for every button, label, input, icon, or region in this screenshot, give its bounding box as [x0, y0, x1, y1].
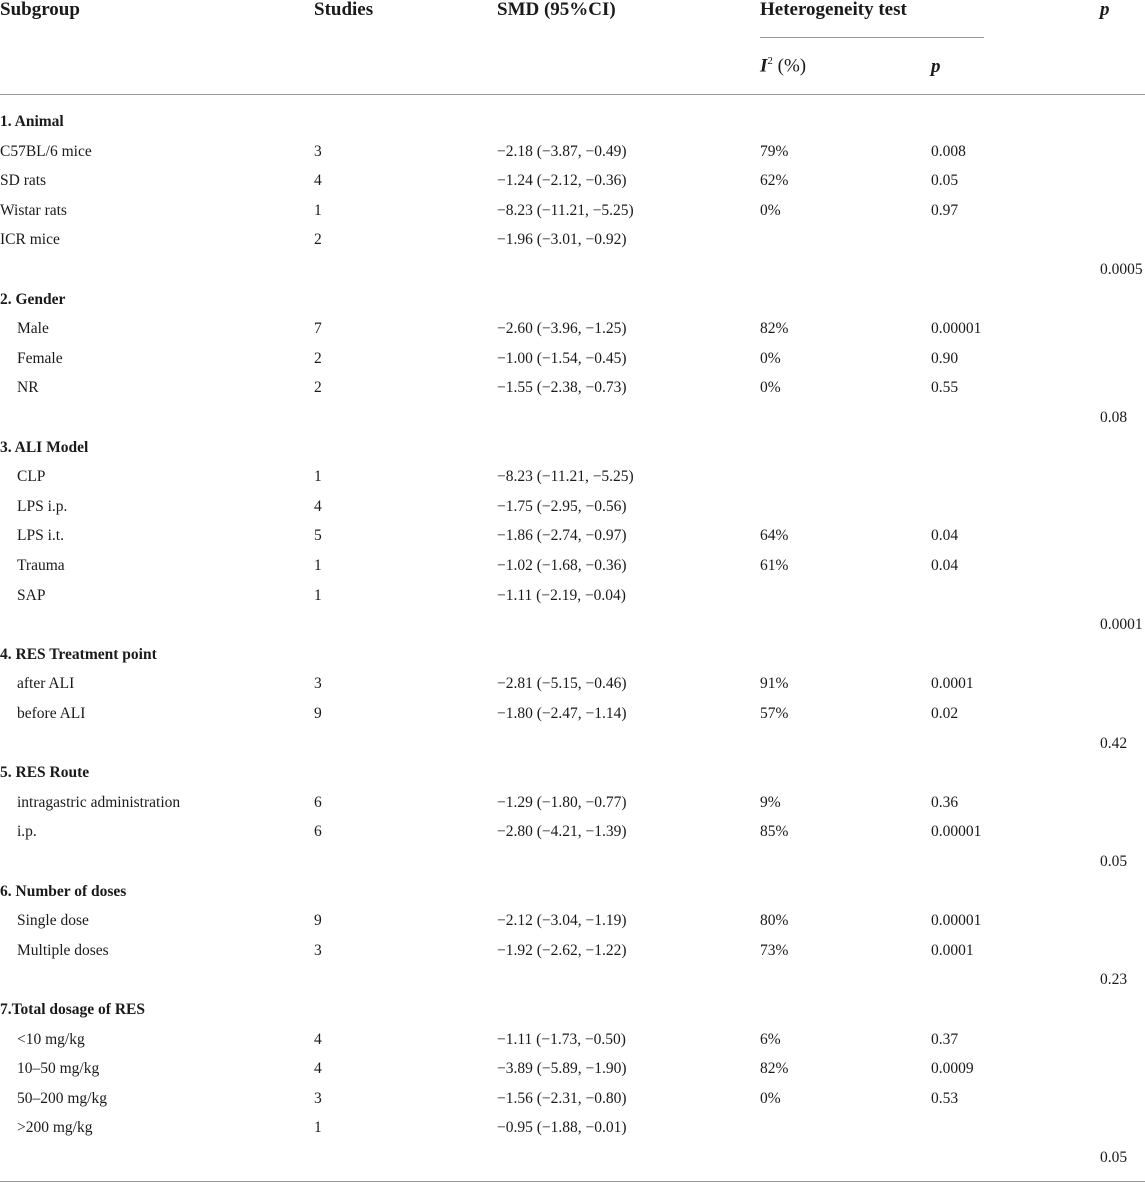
- table-row: [0, 196, 1145, 225]
- subgroup-p-value: 0.0005: [1100, 261, 1143, 278]
- heterogeneity-p-value: 0.02: [931, 705, 959, 722]
- subgroup-name: intragastric administration: [17, 793, 181, 811]
- header-smd: SMD (95%CI): [497, 0, 616, 20]
- table-row: [0, 906, 1145, 935]
- group-header-row: [0, 758, 1145, 787]
- smd-value: −1.02 (−1.68, −0.36): [497, 557, 627, 574]
- studies-count: 6: [314, 823, 322, 841]
- studies-count: 3: [314, 142, 322, 160]
- group-header-row: [0, 107, 1145, 136]
- i2-value: 79%: [760, 142, 789, 160]
- subgroup-name: Female: [17, 349, 63, 367]
- subgroup-name: Trauma: [17, 557, 65, 574]
- smd-value: −1.11 (−2.19, −0.04): [497, 586, 626, 604]
- i2-value: 64%: [760, 527, 789, 545]
- table-row: [0, 344, 1145, 373]
- i2-value: 0%: [760, 349, 781, 367]
- smd-value: −2.60 (−3.96, −1.25): [497, 320, 627, 338]
- header-p-heterogeneity: p: [931, 56, 941, 77]
- subgroup-p-value: 0.42: [1100, 734, 1128, 752]
- table-row: [0, 1025, 1145, 1054]
- studies-count: 1: [314, 201, 322, 219]
- heterogeneity-p-value: 0.00001: [931, 912, 982, 930]
- table-row: [0, 1113, 1145, 1142]
- studies-count: 3: [314, 1089, 322, 1107]
- subgroup-p-row: [0, 255, 1145, 284]
- smd-value: −2.18 (−3.87, −0.49): [497, 142, 627, 160]
- subgroup-name: Multiple doses: [17, 941, 109, 959]
- subgroup-name: before ALI: [17, 705, 86, 722]
- studies-count: 7: [314, 320, 322, 338]
- studies-count: 2: [314, 379, 322, 397]
- heterogeneity-p-value: 0.0009: [931, 1060, 974, 1078]
- table-row: [0, 492, 1145, 521]
- heterogeneity-p-value: 0.0001: [931, 675, 974, 693]
- subgroup-name: ICR mice: [0, 231, 60, 249]
- studies-count: 1: [314, 586, 322, 604]
- table-row: [0, 521, 1145, 550]
- group-label: 6. Number of doses: [0, 882, 127, 900]
- subgroup-p-row: [0, 729, 1145, 758]
- smd-value: −2.81 (−5.15, −0.46): [497, 675, 627, 693]
- subgroup-name: 50–200 mg/kg: [17, 1089, 107, 1107]
- studies-count: 1: [314, 557, 322, 574]
- heterogeneity-p-value: 0.04: [931, 527, 959, 545]
- group-label: 3. ALI Model: [0, 438, 89, 456]
- header-p-overall: p: [1100, 0, 1110, 20]
- subgroup-p-row: [0, 403, 1145, 432]
- table-row: [0, 669, 1145, 698]
- smd-value: −8.23 (−11.21, −5.25): [497, 201, 634, 219]
- group-header-row: [0, 995, 1145, 1024]
- smd-value: −1.75 (−2.95, −0.56): [497, 497, 627, 515]
- group-label: 2. Gender: [0, 290, 66, 308]
- studies-count: 1: [314, 468, 322, 486]
- group-header-row: [0, 285, 1145, 314]
- i2-superscript: 2: [767, 55, 773, 67]
- smd-value: −3.89 (−5.89, −1.90): [497, 1060, 627, 1078]
- smd-value: −1.29 (−1.80, −0.77): [497, 793, 627, 811]
- i2-symbol: I: [760, 55, 768, 77]
- subgroup-name: Male: [17, 320, 49, 338]
- smd-value: −1.56 (−2.31, −0.80): [497, 1089, 627, 1107]
- studies-count: 5: [314, 527, 322, 545]
- subgroup-p-value: 0.05: [1100, 853, 1128, 870]
- table-row: [0, 551, 1145, 580]
- subgroup-name: CLP: [17, 468, 46, 486]
- smd-value: −2.12 (−3.04, −1.19): [497, 912, 627, 930]
- studies-count: 1: [314, 1119, 322, 1137]
- table-row: [0, 788, 1145, 817]
- heterogeneity-p-value: 0.00001: [931, 320, 982, 338]
- smd-value: −1.00 (−1.54, −0.45): [497, 349, 627, 367]
- smd-value: −1.24 (−2.12, −0.36): [497, 172, 627, 190]
- studies-count: 4: [314, 497, 322, 515]
- subgroup-name: NR: [17, 379, 39, 397]
- heterogeneity-p-value: 0.37: [931, 1030, 959, 1048]
- smd-value: −1.11 (−1.73, −0.50): [497, 1030, 626, 1048]
- i2-value: 0%: [760, 379, 781, 397]
- subgroup-name: SD rats: [0, 172, 47, 190]
- subgroup-name: after ALI: [17, 675, 75, 693]
- smd-value: −1.80 (−2.47, −1.14): [497, 705, 627, 722]
- i2-value: 0%: [760, 201, 781, 219]
- i2-value: 0%: [760, 1089, 781, 1107]
- heterogeneity-p-value: 0.36: [931, 793, 959, 811]
- smd-value: −1.96 (−3.01, −0.92): [497, 231, 627, 249]
- subgroup-p-value: 0.23: [1100, 971, 1128, 989]
- subgroup-p-value: 0.08: [1100, 409, 1128, 426]
- heterogeneity-p-value: 0.53: [931, 1089, 959, 1107]
- smd-value: −1.55 (−2.38, −0.73): [497, 379, 627, 397]
- studies-count: 4: [314, 1060, 322, 1078]
- group-label: 4. RES Treatment point: [0, 645, 157, 663]
- table-row: [0, 314, 1145, 343]
- i2-value: 9%: [760, 793, 781, 811]
- subgroup-name: C57BL/6 mice: [0, 142, 92, 160]
- i2-unit: (%): [772, 55, 807, 77]
- studies-count: 9: [314, 705, 322, 722]
- i2-value: 57%: [760, 705, 789, 722]
- heterogeneity-p-value: 0.008: [931, 142, 966, 160]
- smd-value: −1.86 (−2.74, −0.97): [497, 527, 627, 545]
- subgroup-p-row: [0, 610, 1145, 639]
- heterogeneity-p-value: 0.05: [931, 172, 959, 190]
- group-header-row: [0, 640, 1145, 669]
- subgroup-p-row: [0, 965, 1145, 994]
- i2-value: 61%: [760, 557, 789, 574]
- studies-count: 9: [314, 912, 322, 930]
- table-row: [0, 699, 1145, 728]
- i2-value: 85%: [760, 823, 789, 841]
- subgroup-name: i.p.: [17, 823, 37, 841]
- table-row: [0, 1054, 1145, 1083]
- smd-value: −0.95 (−1.88, −0.01): [497, 1119, 627, 1137]
- i2-value: 82%: [760, 320, 789, 338]
- i2-value: 80%: [760, 912, 789, 930]
- group-header-row: [0, 433, 1145, 462]
- table-row: [0, 817, 1145, 846]
- table-row: [0, 225, 1145, 254]
- heterogeneity-p-value: 0.97: [931, 201, 959, 219]
- subgroup-p-value: 0.0001: [1100, 616, 1143, 634]
- studies-count: 4: [314, 1030, 322, 1048]
- table-row: [0, 1084, 1145, 1113]
- table-row: [0, 137, 1145, 166]
- studies-count: 2: [314, 231, 322, 249]
- subgroup-name: LPS i.p.: [17, 497, 68, 515]
- subgroup-name: Wistar rats: [0, 201, 67, 219]
- group-label: 5. RES Route: [0, 764, 90, 782]
- heterogeneity-p-value: 0.55: [931, 379, 959, 397]
- smd-value: −2.80 (−4.21, −1.39): [497, 823, 627, 841]
- i2-value: 73%: [760, 941, 789, 959]
- group-header-row: [0, 877, 1145, 906]
- subgroup-p-value: 0.05: [1100, 1149, 1128, 1166]
- i2-value: 82%: [760, 1060, 789, 1078]
- smd-value: −8.23 (−11.21, −5.25): [497, 468, 634, 486]
- table-bottom-rule: [0, 1181, 1145, 1182]
- subgroup-name: 10–50 mg/kg: [17, 1060, 100, 1078]
- studies-count: 3: [314, 675, 322, 693]
- subgroup-name: Single dose: [17, 912, 89, 930]
- i2-value: 6%: [760, 1030, 781, 1048]
- table-row: [0, 581, 1145, 610]
- header-studies: Studies: [314, 0, 374, 20]
- table-row: [0, 936, 1145, 965]
- heterogeneity-p-value: 0.00001: [931, 823, 982, 841]
- subgroup-p-row: [0, 1143, 1145, 1172]
- subgroup-p-row: [0, 847, 1145, 876]
- table-row: [0, 462, 1145, 491]
- subgroup-name: LPS i.t.: [17, 527, 64, 545]
- i2-value: 91%: [760, 675, 789, 693]
- studies-count: 3: [314, 941, 322, 959]
- heterogeneity-p-value: 0.0001: [931, 941, 974, 959]
- group-label: 7.Total dosage of RES: [0, 1001, 145, 1018]
- studies-count: 2: [314, 349, 322, 367]
- group-label: 1. Animal: [0, 113, 64, 130]
- subgroup-name: >200 mg/kg: [17, 1119, 93, 1137]
- header-subgroup: Subgroup: [0, 0, 80, 20]
- smd-value: −1.92 (−2.62, −1.22): [497, 941, 627, 959]
- table-row: [0, 373, 1145, 402]
- subgroup-name: SAP: [17, 586, 46, 604]
- studies-count: 6: [314, 793, 322, 811]
- table-row: [0, 166, 1145, 195]
- heterogeneity-p-value: 0.90: [931, 349, 959, 367]
- heterogeneity-p-value: 0.04: [931, 557, 959, 574]
- studies-count: 4: [314, 172, 322, 190]
- header-heterogeneity: Heterogeneity test: [760, 0, 907, 20]
- i2-value: 62%: [760, 172, 789, 190]
- subgroup-name: <10 mg/kg: [17, 1030, 85, 1048]
